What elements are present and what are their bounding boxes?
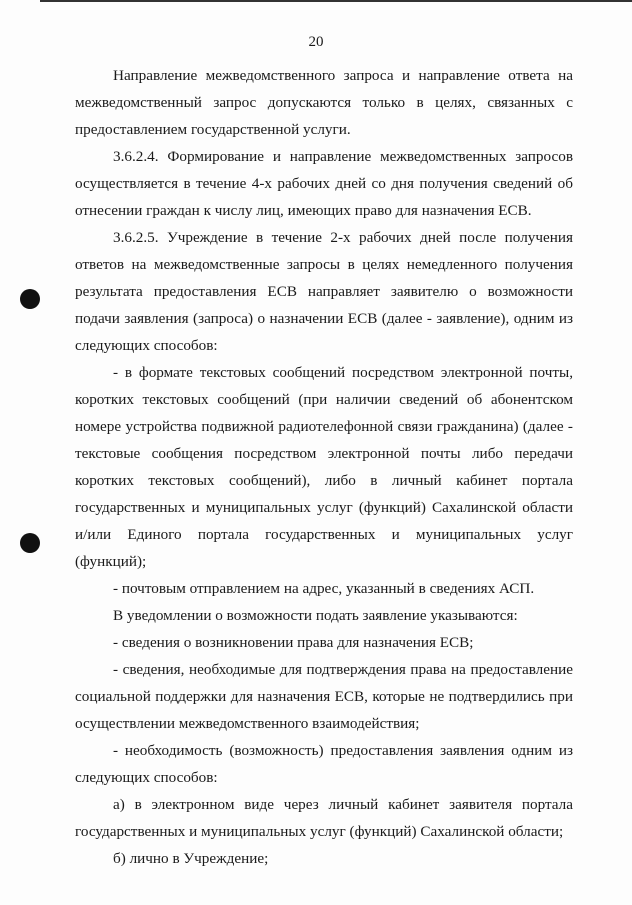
binder-hole-bottom bbox=[20, 533, 40, 553]
paragraph: - почтовым отправлением на адрес, указанный в сведениях АСП. bbox=[113, 580, 535, 597]
paragraph: а) в электронном виде через личный кабинет заявителя портала государственных и муниципальных услуг (функций) Сахалинской области; bbox=[75, 796, 573, 840]
paragraph: - сведения, необходимые для подтверждения права на предоставление социальной поддержки для назначения ЕСВ, которые не подтвердились при осуществлении межведомственного взаимодействия; bbox=[75, 661, 573, 732]
binder-hole-top bbox=[20, 289, 40, 309]
paragraph: В уведомлении о возможности подать заявление указываются: bbox=[113, 607, 518, 624]
paragraph: - сведения о возникновении права для назначения ЕСВ; bbox=[113, 634, 474, 651]
page-top-edge bbox=[40, 0, 632, 2]
document-body bbox=[75, 62, 573, 872]
page-number: 20 bbox=[308, 34, 324, 50]
paragraph: - необходимость (возможность) предоставления заявления одним из следующих способов: bbox=[75, 742, 573, 786]
paragraph: 3.6.2.5. Учреждение в течение 2-х рабочих дней после получения ответов на межведомственные запросы в целях немедленного получения результата предоставления ЕСВ направляет заявителю о возможности подачи заявления (запроса) о назначении ЕСВ (далее - заявление), одним из следующих способов: bbox=[75, 229, 573, 354]
paragraph: 3.6.2.4. Формирование и направление межведомственных запросов осуществляется в течение 4-х рабочих дней со дня получения сведений об отнесении граждан к числу лиц, имеющих право для назначения ЕСВ. bbox=[75, 148, 573, 219]
paragraph: б) лично в Учреждение; bbox=[113, 850, 269, 867]
paragraph: Направление межведомственного запроса и направление ответа на межведомственный запрос допускаются только в целях, связанных с предоставлением государственной услуги. bbox=[75, 67, 573, 138]
paragraph: - в формате текстовых сообщений посредством электронной почты, коротких текстовых сообщений (при наличии сведений об абонентском номере устройства подвижной радиотелефонной связи гражданина) (далее - текстовые сообщения посредством электронной почты либо передачи коротких текстовых сообщений), либо в личный кабинет портала государственных и муниципальных услуг (функций) Сахалинской области и/или Единого портала государственных и муниципальных услуг (функций); bbox=[75, 364, 573, 570]
